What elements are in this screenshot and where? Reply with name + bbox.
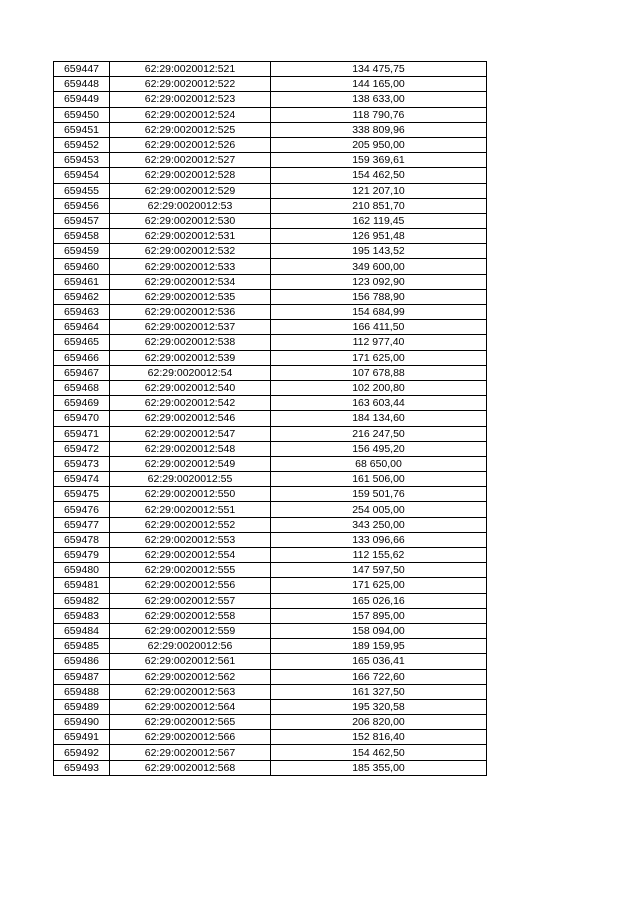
row-number-cell: 659474 [54, 472, 110, 487]
cadastral-number-cell: 62:29:0020012:531 [110, 229, 271, 244]
table-row [54, 350, 487, 365]
value-cell: 162 119,45 [271, 213, 487, 228]
row-number-cell: 659468 [54, 380, 110, 395]
value-cell: 163 603,44 [271, 396, 487, 411]
table-row [54, 669, 487, 684]
table-row [54, 92, 487, 107]
cadastral-number-cell: 62:29:0020012:539 [110, 350, 271, 365]
row-number-cell: 659471 [54, 426, 110, 441]
value-cell: 159 369,61 [271, 153, 487, 168]
cadastral-number-cell: 62:29:0020012:566 [110, 730, 271, 745]
value-cell: 343 250,00 [271, 517, 487, 532]
cadastral-number-cell: 62:29:0020012:526 [110, 137, 271, 152]
table-row [54, 745, 487, 760]
value-cell: 166 722,60 [271, 669, 487, 684]
row-number-cell: 659463 [54, 305, 110, 320]
row-number-cell: 659458 [54, 229, 110, 244]
row-number-cell: 659456 [54, 198, 110, 213]
table-row [54, 654, 487, 669]
cadastral-number-cell: 62:29:0020012:536 [110, 305, 271, 320]
cadastral-number-cell: 62:29:0020012:538 [110, 335, 271, 350]
cadastral-number-cell: 62:29:0020012:546 [110, 411, 271, 426]
value-cell: 112 155,62 [271, 548, 487, 563]
value-cell: 154 462,50 [271, 168, 487, 183]
table-row [54, 259, 487, 274]
cadastral-number-cell: 62:29:0020012:533 [110, 259, 271, 274]
row-number-cell: 659460 [54, 259, 110, 274]
value-cell: 338 809,96 [271, 122, 487, 137]
row-number-cell: 659493 [54, 760, 110, 775]
value-cell: 102 200,80 [271, 380, 487, 395]
cadastral-number-cell: 62:29:0020012:54 [110, 365, 271, 380]
row-number-cell: 659489 [54, 699, 110, 714]
value-cell: 184 134,60 [271, 411, 487, 426]
cadastral-number-cell: 62:29:0020012:530 [110, 213, 271, 228]
value-cell: 154 462,50 [271, 745, 487, 760]
row-number-cell: 659457 [54, 213, 110, 228]
table-row [54, 213, 487, 228]
cadastral-number-cell: 62:29:0020012:55 [110, 472, 271, 487]
table-row [54, 730, 487, 745]
cadastral-number-cell: 62:29:0020012:567 [110, 745, 271, 760]
row-number-cell: 659449 [54, 92, 110, 107]
row-number-cell: 659469 [54, 396, 110, 411]
table-row [54, 153, 487, 168]
row-number-cell: 659481 [54, 578, 110, 593]
cadastral-number-cell: 62:29:0020012:56 [110, 639, 271, 654]
table-row [54, 411, 487, 426]
cadastral-number-cell: 62:29:0020012:568 [110, 760, 271, 775]
cadastral-number-cell: 62:29:0020012:555 [110, 563, 271, 578]
table-row [54, 229, 487, 244]
value-cell: 156 495,20 [271, 441, 487, 456]
row-number-cell: 659475 [54, 487, 110, 502]
value-cell: 154 684,99 [271, 305, 487, 320]
table-row [54, 305, 487, 320]
row-number-cell: 659479 [54, 548, 110, 563]
row-number-cell: 659466 [54, 350, 110, 365]
value-cell: 107 678,88 [271, 365, 487, 380]
value-cell: 206 820,00 [271, 715, 487, 730]
table-row [54, 456, 487, 471]
value-cell: 126 951,48 [271, 229, 487, 244]
table-row [54, 168, 487, 183]
row-number-cell: 659472 [54, 441, 110, 456]
table-row [54, 639, 487, 654]
cadastral-number-cell: 62:29:0020012:535 [110, 289, 271, 304]
table-row [54, 548, 487, 563]
value-cell: 205 950,00 [271, 137, 487, 152]
value-cell: 210 851,70 [271, 198, 487, 213]
table-row [54, 578, 487, 593]
cadastral-number-cell: 62:29:0020012:540 [110, 380, 271, 395]
row-number-cell: 659453 [54, 153, 110, 168]
table-row [54, 684, 487, 699]
table-body [54, 62, 487, 776]
cadastral-number-cell: 62:29:0020012:547 [110, 426, 271, 441]
value-cell: 157 895,00 [271, 608, 487, 623]
value-cell: 152 816,40 [271, 730, 487, 745]
row-number-cell: 659454 [54, 168, 110, 183]
table-row [54, 426, 487, 441]
cadastral-number-cell: 62:29:0020012:528 [110, 168, 271, 183]
table-row [54, 274, 487, 289]
row-number-cell: 659451 [54, 122, 110, 137]
value-cell: 123 092,90 [271, 274, 487, 289]
table-row [54, 608, 487, 623]
value-cell: 68 650,00 [271, 456, 487, 471]
row-number-cell: 659461 [54, 274, 110, 289]
row-number-cell: 659455 [54, 183, 110, 198]
table-row [54, 502, 487, 517]
value-cell: 147 597,50 [271, 563, 487, 578]
row-number-cell: 659450 [54, 107, 110, 122]
cadastral-number-cell: 62:29:0020012:564 [110, 699, 271, 714]
row-number-cell: 659487 [54, 669, 110, 684]
table-row [54, 441, 487, 456]
cadastral-number-cell: 62:29:0020012:563 [110, 684, 271, 699]
row-number-cell: 659452 [54, 137, 110, 152]
value-cell: 118 790,76 [271, 107, 487, 122]
cadastral-number-cell: 62:29:0020012:559 [110, 623, 271, 638]
row-number-cell: 659448 [54, 77, 110, 92]
table-row [54, 365, 487, 380]
table-row [54, 396, 487, 411]
value-cell: 133 096,66 [271, 532, 487, 547]
value-cell: 165 026,16 [271, 593, 487, 608]
row-number-cell: 659462 [54, 289, 110, 304]
cadastral-number-cell: 62:29:0020012:552 [110, 517, 271, 532]
row-number-cell: 659491 [54, 730, 110, 745]
value-cell: 161 327,50 [271, 684, 487, 699]
row-number-cell: 659486 [54, 654, 110, 669]
cadastral-number-cell: 62:29:0020012:527 [110, 153, 271, 168]
cadastral-number-cell: 62:29:0020012:554 [110, 548, 271, 563]
cadastral-number-cell: 62:29:0020012:523 [110, 92, 271, 107]
value-cell: 138 633,00 [271, 92, 487, 107]
table-row [54, 593, 487, 608]
row-number-cell: 659485 [54, 639, 110, 654]
cadastral-number-cell: 62:29:0020012:53 [110, 198, 271, 213]
table-row [54, 289, 487, 304]
cadastral-number-cell: 62:29:0020012:524 [110, 107, 271, 122]
row-number-cell: 659464 [54, 320, 110, 335]
value-cell: 112 977,40 [271, 335, 487, 350]
row-number-cell: 659492 [54, 745, 110, 760]
value-cell: 158 094,00 [271, 623, 487, 638]
table-row [54, 107, 487, 122]
table-row [54, 122, 487, 137]
cadastral-number-cell: 62:29:0020012:550 [110, 487, 271, 502]
row-number-cell: 659447 [54, 62, 110, 77]
table-row [54, 198, 487, 213]
cadastral-number-cell: 62:29:0020012:557 [110, 593, 271, 608]
row-number-cell: 659482 [54, 593, 110, 608]
row-number-cell: 659465 [54, 335, 110, 350]
value-cell: 216 247,50 [271, 426, 487, 441]
cadastral-number-cell: 62:29:0020012:548 [110, 441, 271, 456]
table-row [54, 563, 487, 578]
row-number-cell: 659459 [54, 244, 110, 259]
table-row [54, 77, 487, 92]
value-cell: 254 005,00 [271, 502, 487, 517]
cadastral-number-cell: 62:29:0020012:556 [110, 578, 271, 593]
cadastral-number-cell: 62:29:0020012:562 [110, 669, 271, 684]
value-cell: 165 036,41 [271, 654, 487, 669]
table-row [54, 517, 487, 532]
table-row [54, 62, 487, 77]
cadastral-number-cell: 62:29:0020012:521 [110, 62, 271, 77]
row-number-cell: 659488 [54, 684, 110, 699]
table-row [54, 137, 487, 152]
table-row [54, 472, 487, 487]
row-number-cell: 659480 [54, 563, 110, 578]
cadastral-number-cell: 62:29:0020012:534 [110, 274, 271, 289]
row-number-cell: 659470 [54, 411, 110, 426]
row-number-cell: 659477 [54, 517, 110, 532]
cadastral-number-cell: 62:29:0020012:565 [110, 715, 271, 730]
table-row [54, 699, 487, 714]
value-cell: 185 355,00 [271, 760, 487, 775]
table-row [54, 623, 487, 638]
table-row [54, 715, 487, 730]
value-cell: 349 600,00 [271, 259, 487, 274]
table-row [54, 183, 487, 198]
row-number-cell: 659476 [54, 502, 110, 517]
row-number-cell: 659478 [54, 532, 110, 547]
value-cell: 134 475,75 [271, 62, 487, 77]
cadastral-number-cell: 62:29:0020012:525 [110, 122, 271, 137]
table-row [54, 244, 487, 259]
value-cell: 189 159,95 [271, 639, 487, 654]
table-row [54, 487, 487, 502]
value-cell: 171 625,00 [271, 350, 487, 365]
cadastral-number-cell: 62:29:0020012:549 [110, 456, 271, 471]
row-number-cell: 659473 [54, 456, 110, 471]
value-cell: 161 506,00 [271, 472, 487, 487]
value-cell: 166 411,50 [271, 320, 487, 335]
value-cell: 195 143,52 [271, 244, 487, 259]
cadastral-number-cell: 62:29:0020012:537 [110, 320, 271, 335]
data-table [53, 61, 487, 776]
value-cell: 144 165,00 [271, 77, 487, 92]
value-cell: 159 501,76 [271, 487, 487, 502]
cadastral-number-cell: 62:29:0020012:532 [110, 244, 271, 259]
table-row [54, 320, 487, 335]
cadastral-number-cell: 62:29:0020012:551 [110, 502, 271, 517]
value-cell: 195 320,58 [271, 699, 487, 714]
value-cell: 121 207,10 [271, 183, 487, 198]
cadastral-number-cell: 62:29:0020012:561 [110, 654, 271, 669]
row-number-cell: 659483 [54, 608, 110, 623]
cadastral-number-cell: 62:29:0020012:529 [110, 183, 271, 198]
table-row [54, 532, 487, 547]
value-cell: 171 625,00 [271, 578, 487, 593]
cadastral-number-cell: 62:29:0020012:553 [110, 532, 271, 547]
cadastral-number-cell: 62:29:0020012:522 [110, 77, 271, 92]
value-cell: 156 788,90 [271, 289, 487, 304]
table-row [54, 760, 487, 775]
table-row [54, 380, 487, 395]
cadastral-number-cell: 62:29:0020012:542 [110, 396, 271, 411]
cadastral-number-cell: 62:29:0020012:558 [110, 608, 271, 623]
row-number-cell: 659484 [54, 623, 110, 638]
row-number-cell: 659490 [54, 715, 110, 730]
row-number-cell: 659467 [54, 365, 110, 380]
table-row [54, 335, 487, 350]
